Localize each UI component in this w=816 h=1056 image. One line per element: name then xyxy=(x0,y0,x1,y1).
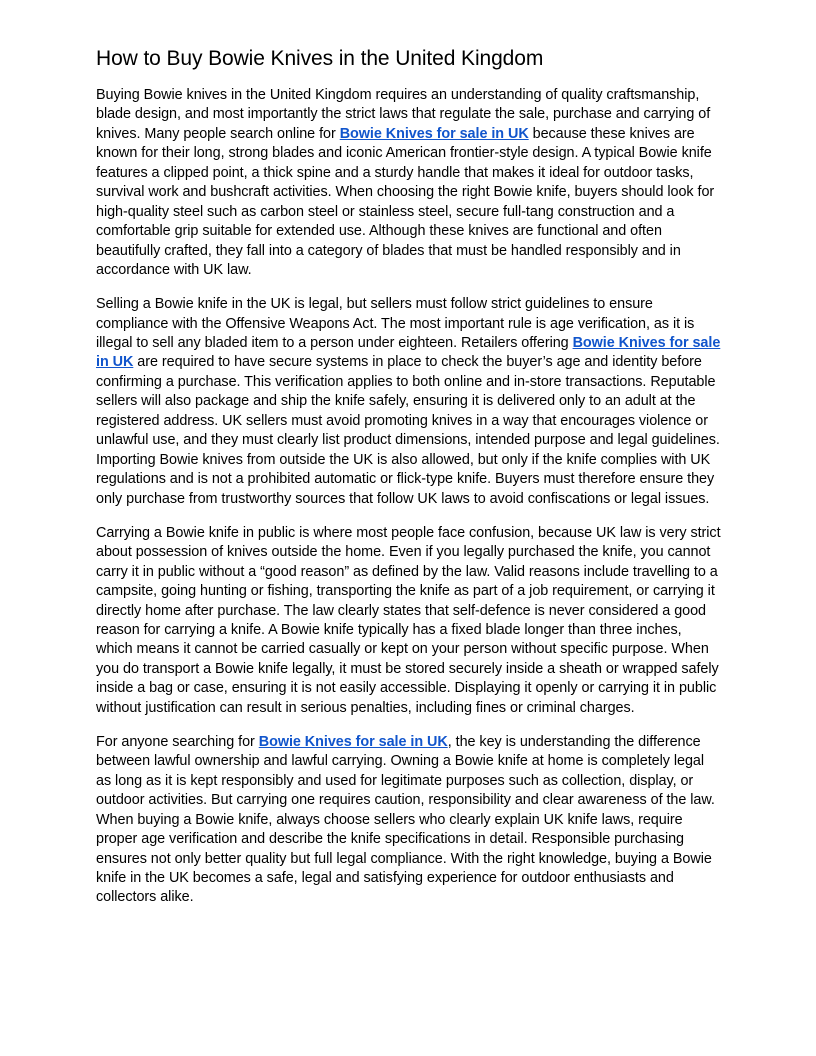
paragraph-2 xyxy=(96,295,722,509)
paragraph-1 xyxy=(96,86,722,281)
bowie-knives-link-3[interactable]: Bowie Knives for sale in UK xyxy=(258,733,448,750)
bowie-knives-link-2[interactable]: Bowie Knives for sale in UK xyxy=(96,335,721,371)
paragraph-1-text-before: Buying Bowie knives in the United Kingdom requires an understanding of quality craftsmanship, blade design, and most importantly the strict laws that regulate the sale, purchase and carrying of knives. Many people search online for xyxy=(96,87,711,142)
paragraph-1-text-after: because these knives are known for their long, strong blades and iconic American frontier-style design. A typical Bowie knife features a clipped point, a thick spine and a sturdy handle that makes it ideal for outdoor tasks, survival work and bushcraft activities. When choosing the right Bowie knife, buyers should look for high-quality steel such as carbon steel or stainless steel, secure full-tang construction and a comfortable grip suitable for extended use. Although these knives are functional and often beautifully crafted, they fall into a category of blades that must be handled responsibly and in accordance with UK law. xyxy=(96,125,715,279)
document-title: How to Buy Bowie Knives in the United Kingdom xyxy=(96,47,544,70)
paragraph-3: Carrying a Bowie knife in public is where most people face confusion, because UK law is very strict about possession of knives outside the home. Even if you legally purchased the knife, you cannot carry it in public without a “good reason” as defined by the law. Valid reasons include travelling to a campsite, going hunting or fishing, transporting the knife as part of a job requirement, or carrying it directly home after purchase. The law clearly states that self-defence is never considered a good reason for carrying a knife. A Bowie knife typically has a fixed blade longer than three inches, which means it cannot be carried casually or kept on your person without specific purpose. When you do transport a Bowie knife legally, it must be stored securely inside a sheath or wrapped safely inside a bag or case, ensuring it is not easily accessible. Displaying it openly or carrying it in public without justification can result in serious penalties, including fines or criminal charges. xyxy=(96,524,721,716)
paragraph-2-text-after: are required to have secure systems in place to check the buyer’s age and identity before confirming a purchase. This verification applies to both online and in-store transactions. Reputable sellers will also package and ship the knife safely, ensuring it is delivered only to an adult at the registered address. UK sellers must avoid promoting knives in a way that encourages violence or unlawful use, and they must clearly list product dimensions, intended purpose and legal guidelines. Importing Bowie knives from outside the UK is also allowed, but only if the knife complies with UK regulations and is not a prohibited automatic or flick-type knife. Buyers must therefore ensure they only purchase from trustworthy sources that follow UK laws to avoid confiscations or legal issues. xyxy=(96,354,720,507)
paragraph-4-text-before: For anyone searching for xyxy=(96,733,259,750)
document-page xyxy=(96,44,722,923)
paragraph-2-text-before: Selling a Bowie knife in the UK is legal, but sellers must follow strict guidelines to ensure compliance with the Offensive Weapons Act. The most important rule is age verification, as it is illegal to sell any bladed item to a person under eighteen. Retailers offering xyxy=(96,296,695,352)
paragraph-4-text-after: , the key is understanding the difference between lawful ownership and lawful carrying. Owning a Bowie knife at home is completely legal as long as it is kept responsibly and used for legitimate purposes such as collection, display, or outdoor activities. But carrying one requires caution, responsibility and clear awareness of the law. When buying a Bowie knife, always choose sellers who clearly explain UK knife laws, require proper age verification and describe the knife specifications in detail. Responsible purchasing ensures not only better quality but full legal compliance. With the right knowledge, buying a Bowie knife in the UK becomes a safe, legal and satisfying experience for outdoor enthusiasts and collectors alike. xyxy=(96,733,715,906)
bowie-knives-link-1[interactable]: Bowie Knives for sale in UK xyxy=(339,125,529,142)
paragraph-4 xyxy=(96,733,722,908)
